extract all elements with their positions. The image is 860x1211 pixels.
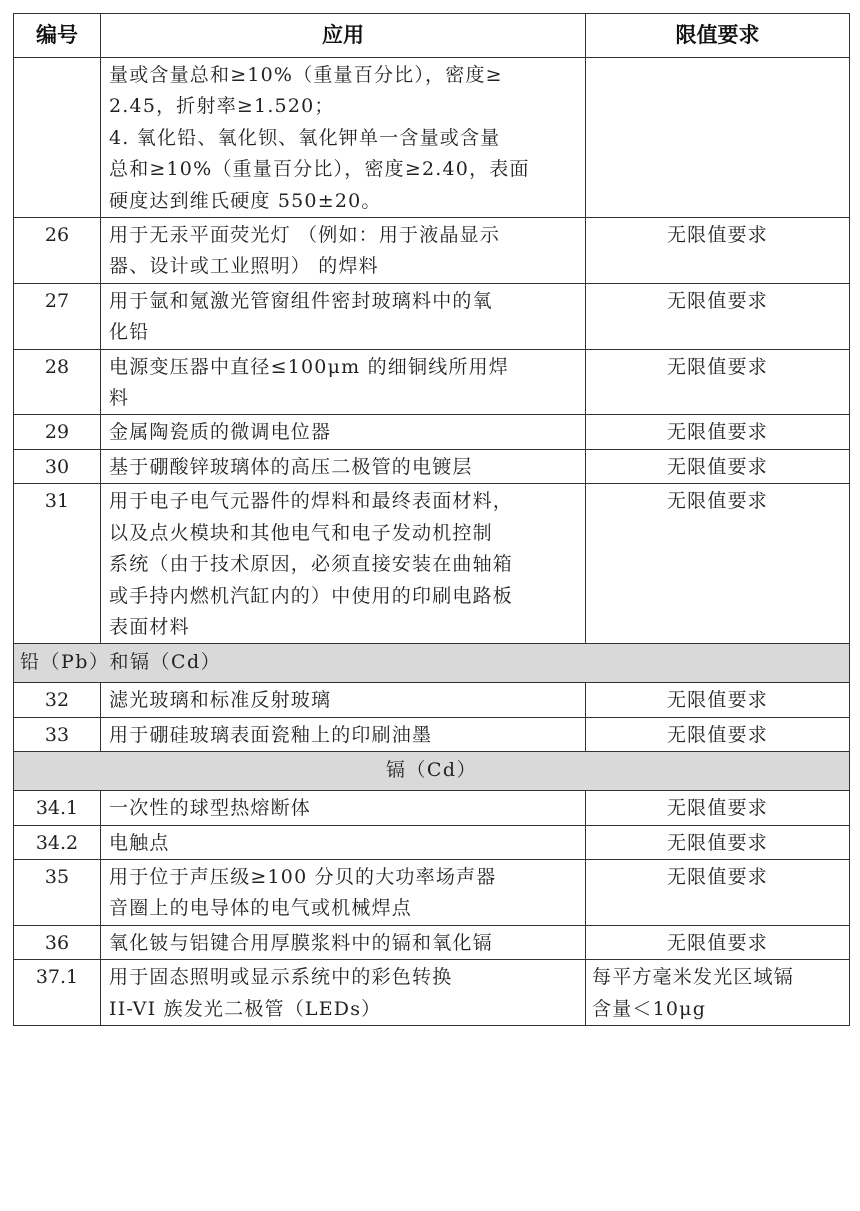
- text-line: 电触点: [109, 831, 170, 854]
- cell-limit: 无限值要求: [586, 283, 850, 349]
- table-row: [14, 349, 850, 415]
- text-line: 用于位于声压级≥100 分贝的大功率场声器: [109, 865, 497, 888]
- text-line: 料: [109, 387, 130, 410]
- text-line: 或手持内燃机汽缸内的）中使用的印刷电路板: [109, 584, 514, 607]
- text-line: 音圈上的电导体的电气或机械焊点: [109, 897, 413, 920]
- text-line: 硬度达到维氏硬度 550±20。: [109, 189, 382, 212]
- table-row: [14, 449, 850, 483]
- exemption-table: [13, 13, 850, 1026]
- text-line: 4. 氧化铅、氧化钡、氧化钾单一含量或含量: [109, 126, 501, 149]
- cell-limit: 无限值要求: [586, 218, 850, 284]
- cell-application: [101, 925, 586, 959]
- cell-no: 27: [14, 283, 101, 349]
- header-no: 编号: [14, 14, 101, 58]
- cell-limit: [586, 58, 850, 218]
- cell-application: [101, 683, 586, 717]
- text-line: 用于氩和氪激光管窗组件密封玻璃料中的氧: [109, 289, 493, 312]
- text-line: 基于硼酸锌玻璃体的高压二极管的电镀层: [109, 455, 473, 478]
- table-header-row: [14, 14, 850, 58]
- text-line: 2.45，折射率≥1.520；: [109, 95, 335, 118]
- text-line: 表面材料: [109, 615, 190, 638]
- text-line: 系统（由于技术原因，必须直接安装在曲轴箱: [109, 553, 514, 576]
- cell-limit: 无限值要求: [586, 859, 850, 925]
- cell-limit: 无限值要求: [586, 683, 850, 717]
- cell-no: 34.2: [14, 825, 101, 859]
- table-row: [14, 415, 850, 449]
- table-row: [14, 717, 850, 751]
- cell-application: [101, 791, 586, 825]
- cell-no: 33: [14, 717, 101, 751]
- cell-application: [101, 218, 586, 284]
- cell-application: [101, 960, 586, 1026]
- cell-limit: 无限值要求: [586, 349, 850, 415]
- table-row-continuation: [14, 58, 850, 218]
- table-row: [14, 791, 850, 825]
- table-row: [14, 960, 850, 1026]
- cell-application: [101, 449, 586, 483]
- cell-no: 29: [14, 415, 101, 449]
- cell-application: [101, 859, 586, 925]
- text-line: 用于固态照明或显示系统中的彩色转换: [109, 966, 453, 989]
- cell-no: 32: [14, 683, 101, 717]
- text-line: 电源变压器中直径≤100μm 的细铜线所用焊: [109, 355, 509, 378]
- cell-no: 35: [14, 859, 101, 925]
- text-line: 量或含量总和≥10%（重量百分比），密度≥: [109, 64, 503, 86]
- limit-line: 含量＜10μg: [592, 997, 707, 1020]
- table-row: [14, 925, 850, 959]
- header-application: 应用: [101, 14, 586, 58]
- limit-line: 每平方毫米发光区域镉: [592, 966, 795, 989]
- text-line: II-VI 族发光二极管（LEDs）: [109, 997, 382, 1020]
- cell-limit: 无限值要求: [586, 791, 850, 825]
- cell-limit: 无限值要求: [586, 484, 850, 644]
- cell-application: [101, 415, 586, 449]
- cell-application: [101, 349, 586, 415]
- cell-no: [14, 58, 101, 218]
- cell-no: 37.1: [14, 960, 101, 1026]
- cell-application: [101, 825, 586, 859]
- cell-application: [101, 58, 586, 218]
- cell-no: 31: [14, 484, 101, 644]
- text-line: 滤光玻璃和标准反射玻璃: [109, 689, 332, 712]
- table-row: [14, 683, 850, 717]
- cell-limit: [586, 960, 850, 1026]
- cell-limit: 无限值要求: [586, 449, 850, 483]
- cell-no: 26: [14, 218, 101, 284]
- cell-no: 30: [14, 449, 101, 483]
- text-line: 以及点火模块和其他电气和电子发动机控制: [109, 521, 493, 544]
- section-cadmium: 镉（Cd）: [14, 752, 850, 791]
- section-row: [14, 752, 850, 791]
- cell-limit: 无限值要求: [586, 825, 850, 859]
- table-row: [14, 283, 850, 349]
- text-line: 金属陶瓷质的微调电位器: [109, 421, 332, 444]
- text-line: 一次性的球型热熔断体: [109, 797, 312, 820]
- text-line: 化铅: [109, 321, 150, 344]
- table-row: [14, 825, 850, 859]
- section-lead-cadmium: 铅（Pb）和镉（Cd）: [14, 644, 850, 683]
- cell-limit: 无限值要求: [586, 415, 850, 449]
- header-limit: 限值要求: [586, 14, 850, 58]
- text-line: 用于硼硅玻璃表面瓷釉上的印刷油墨: [109, 723, 433, 746]
- cell-application: [101, 283, 586, 349]
- cell-no: 36: [14, 925, 101, 959]
- document-page: [13, 13, 849, 1026]
- text-line: 氧化铍与铝键合用厚膜浆料中的镉和氧化镉: [109, 931, 493, 954]
- cell-application: [101, 717, 586, 751]
- cell-limit: 无限值要求: [586, 925, 850, 959]
- cell-no: 34.1: [14, 791, 101, 825]
- cell-no: 28: [14, 349, 101, 415]
- text-line: 总和≥10%（重量百分比），密度≥2.40，表面: [109, 158, 530, 181]
- table-row: [14, 484, 850, 644]
- table-row: [14, 218, 850, 284]
- text-line: 器、设计或工业照明） 的焊料: [109, 255, 379, 278]
- cell-application: [101, 484, 586, 644]
- section-row: [14, 644, 850, 683]
- text-line: 用于无汞平面荧光灯 （例如：用于液晶显示: [109, 224, 501, 247]
- cell-limit: 无限值要求: [586, 717, 850, 751]
- text-line: 用于电子电气元器件的焊料和最终表面材料，: [109, 490, 514, 513]
- table-row: [14, 859, 850, 925]
